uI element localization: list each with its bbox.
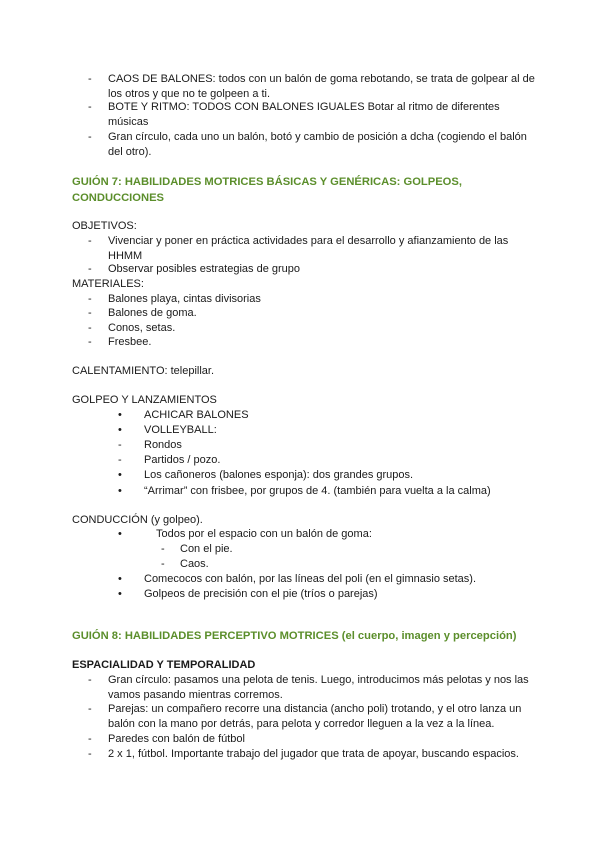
dash-marker: - xyxy=(88,322,92,334)
list-item xyxy=(118,468,413,483)
list-item xyxy=(88,306,197,321)
bullet-marker: • xyxy=(118,409,122,421)
list-item-text: Todos por el espacio con un balón de goma: xyxy=(156,528,372,540)
bullet-marker: • xyxy=(118,424,122,436)
conduccion-label: CONDUCCIÓN (y golpeo). xyxy=(72,514,203,526)
list-item-text: VOLLEYBALL: xyxy=(144,424,217,436)
bullet-marker: • xyxy=(118,573,122,585)
dash-marker: - xyxy=(161,543,165,555)
list-item xyxy=(88,234,538,264)
list-item-text: Con el pie. xyxy=(180,543,233,555)
dash-marker: - xyxy=(161,558,165,570)
sub-list-item xyxy=(118,557,209,572)
dash-marker: - xyxy=(88,131,92,143)
list-item xyxy=(118,527,372,542)
golpeo-label: GOLPEO Y LANZAMIENTOS xyxy=(72,394,217,406)
list-item-text: Los cañoneros (balones esponja): dos grandes grupos. xyxy=(144,469,414,481)
list-item-text: CAOS DE BALONES: todos con un balón de goma rebotando, se trata de golpear al de los otros y que no te golpeen a ti. xyxy=(108,73,535,100)
list-item xyxy=(88,130,538,160)
dash-marker: - xyxy=(88,703,92,715)
list-item xyxy=(118,484,491,499)
list-item-text: Gran círculo: pasamos una pelota de tenis. Luego, introducimos más pelotas y nos las vamos pasando mientras corremos. xyxy=(108,674,529,701)
list-item-text: 2 x 1, fútbol. Importante trabajo del jugador que trata de apoyar, buscando espacios. xyxy=(108,748,519,760)
calentamiento-text: CALENTAMIENTO: telepillar. xyxy=(72,365,215,377)
dash-marker: - xyxy=(88,235,92,247)
section-title: GUIÓN 7: HABILIDADES MOTRICES BÁSICAS Y GENÉRICAS: GOLPEOS, CONDUCCIONES xyxy=(72,176,462,204)
list-item xyxy=(118,453,220,468)
section-title: GUIÓN 8: HABILIDADES PERCEPTIVO MOTRICES (el cuerpo, imagen y percepción) xyxy=(72,630,517,642)
list-item-text: Vivenciar y poner en práctica actividades para el desarrollo y afianzamiento de las HHMM xyxy=(108,235,509,262)
list-item-text: ACHICAR BALONES xyxy=(144,409,249,421)
list-item xyxy=(118,587,378,602)
dash-marker: - xyxy=(88,307,92,319)
dash-marker: - xyxy=(88,733,92,745)
list-item-text: Parejas: un compañero recorre una distancia (ancho poli) trotando, y el otro lanza un balón con la mano por detrás, para pelota y corredor lleguen a la vez a la línea. xyxy=(108,703,522,730)
dash-marker: - xyxy=(88,336,92,348)
list-item-text: Balones de goma. xyxy=(108,307,197,319)
list-item xyxy=(88,292,261,307)
bullet-marker: • xyxy=(118,469,122,481)
list-item xyxy=(118,408,249,423)
materiales-label: MATERIALES: xyxy=(72,278,144,290)
list-item-text: Gran círculo, cada uno un balón, botó y cambio de posición a dcha (cogiendo el balón del otro). xyxy=(108,131,527,158)
list-item-text: BOTE Y RITMO: TODOS CON BALONES IGUALES Botar al ritmo de diferentes músicas xyxy=(108,101,500,128)
bullet-marker: • xyxy=(118,588,122,600)
list-item xyxy=(88,747,538,762)
list-item-text: Golpeos de precisión con el pie (tríos o parejas) xyxy=(144,588,378,600)
list-item xyxy=(118,572,476,587)
bullet-marker: • xyxy=(118,485,122,497)
dash-marker: - xyxy=(118,454,122,466)
list-item xyxy=(88,702,538,732)
list-item-text: Caos. xyxy=(180,558,209,570)
list-item-text: Paredes con balón de fútbol xyxy=(108,733,245,745)
list-item-text: Comecocos con balón, por las líneas del poli (en el gimnasio setas). xyxy=(144,573,477,585)
dash-marker: - xyxy=(88,674,92,686)
subsection-title: ESPACIALIDAD Y TEMPORALIDAD xyxy=(72,659,256,671)
list-item-text: Partidos / pozo. xyxy=(144,454,221,466)
dash-marker: - xyxy=(118,439,122,451)
dash-marker: - xyxy=(88,293,92,305)
list-item xyxy=(88,335,151,350)
list-item-text: Conos, setas. xyxy=(108,322,176,334)
list-item xyxy=(88,732,245,747)
list-item-text: Balones playa, cintas divisorias xyxy=(108,293,261,305)
sub-list-item xyxy=(118,542,233,557)
list-item xyxy=(88,321,175,336)
list-item-text: Rondos xyxy=(144,439,182,451)
list-item-text: “Arrimar” con frisbee, por grupos de 4. (también para vuelta a la calma) xyxy=(144,485,491,497)
dash-marker: - xyxy=(88,263,92,275)
list-item-text: Observar posibles estrategias de grupo xyxy=(108,263,300,275)
objetivos-label: OBJETIVOS: xyxy=(72,220,137,232)
bullet-marker: • xyxy=(118,528,122,540)
list-item xyxy=(88,100,538,130)
list-item xyxy=(118,438,182,453)
list-item xyxy=(118,423,217,438)
list-item xyxy=(88,72,538,102)
dash-marker: - xyxy=(88,748,92,760)
list-item-text: Fresbee. xyxy=(108,336,152,348)
dash-marker: - xyxy=(88,101,92,113)
dash-marker: - xyxy=(88,73,92,85)
list-item xyxy=(88,262,538,277)
list-item xyxy=(88,673,538,703)
